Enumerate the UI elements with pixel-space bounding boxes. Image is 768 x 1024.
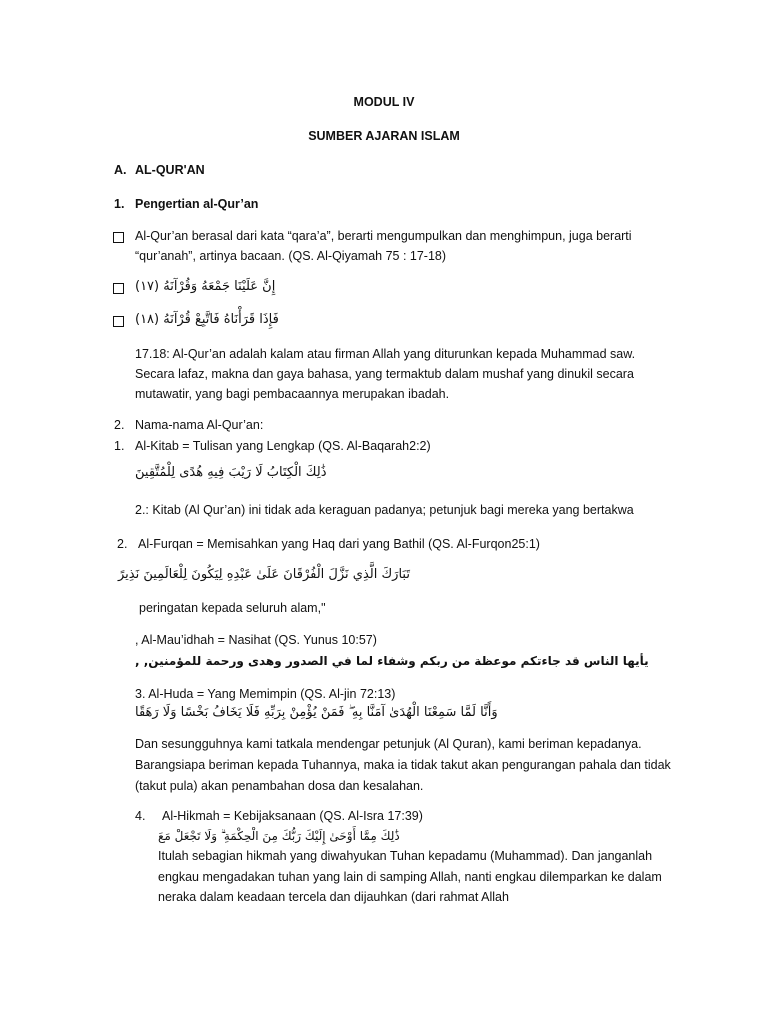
para1-line2: “qur’anah”, artinya bacaan. (QS. Al-Qiyamah 75 : 17-18) <box>135 249 447 263</box>
para2-line3: mutawatir, yang bagi pembacaannya merupakan ibadah. <box>135 387 450 401</box>
arabic-verse-hikmah: ذَٰلِكَ مِمَّا أَوْحَىٰ إِلَيْكَ رَبُّكَ مِنَ الْحِكْمَةِ ۗ وَلَا تَجْعَلْ مَعَ <box>158 829 400 843</box>
para2-line1: 17.18: Al-Qur’an adalah kalam atau firman Allah yang diturunkan kepada Muhammad saw. <box>135 347 636 361</box>
para4-line1: Itulah sebagian hikmah yang diwahyukan Tuhan kepadamu (Muhammad). Dan janganlah <box>158 849 653 863</box>
item2-label: Al-Furqan = Memisahkan yang Haq dari yang Bathil (QS. Al-Furqon25:1) <box>138 537 540 551</box>
checkbox-bullet-icon <box>113 283 124 294</box>
para2-line2: Secara lafaz, makna dan gaya bahasa, yang termaktub dalam mushaf yang dinukil secara <box>135 367 634 381</box>
doc-title: MODUL IV <box>353 95 415 109</box>
huda-label: 3. Al-Huda = Yang Memimpin (QS. Al-jin 72:13) <box>135 687 396 701</box>
item1-label: Al-Kitab = Tulisan yang Lengkap (QS. Al-Baqarah2:2) <box>135 439 431 453</box>
sub2-label: Nama-nama Al-Qur’an: <box>135 418 264 432</box>
para3-line1: Dan sesungguhnya kami tatkala mendengar petunjuk (Al Quran), kami beriman kepadanya. <box>135 737 642 751</box>
sub1-label: Pengertian al-Qur’an <box>135 197 259 211</box>
item4-marker: 4. <box>135 809 146 823</box>
doc-subtitle: SUMBER AJARAN ISLAM <box>308 129 460 143</box>
arabic-verse-furqan: تَبَارَكَ الَّذِي نَزَّلَ الْفُرْقَانَ عَلَىٰ عَبْدِهِ لِيَكُونَ لِلْعَالَمِينَ نَذِيرً <box>118 567 410 582</box>
para4-line3: neraka dalam keadaan tercela dan dijauhkan (dari rahmat Allah <box>158 890 509 904</box>
item4-label: Al-Hikmah = Kebijaksanaan (QS. Al-Isra 17:39) <box>162 809 423 823</box>
section-a-marker: A. <box>114 163 127 177</box>
section-a-label: AL-QUR'AN <box>135 163 205 177</box>
item2-marker: 2. <box>117 537 128 551</box>
mauidhah-label: , Al-Mau’idhah = Nasihat (QS. Yunus 10:57) <box>135 633 377 647</box>
arabic-verse-huda: وَأَنَّا لَمَّا سَمِعْنَا الْهُدَىٰ آمَنَّا بِهِ ۖ فَمَنْ يُؤْمِنْ بِرَبِّهِ فَلَا يَخَافُ بَخْسًا وَلَا رَهَقًا <box>135 705 498 720</box>
para3-line2: Barangsiapa beriman kepada Tuhannya, maka ia tidak takut akan pengurangan pahala dan tidak <box>135 758 671 772</box>
para3-line3: (takut pula) akan penambahan dosa dan kesalahan. <box>135 779 424 793</box>
furqan-meaning: peringatan kepada seluruh alam," <box>139 601 326 615</box>
para1-line1: Al-Qur’an berasal dari kata “qara’a”, berarti mengumpulkan dan menghimpun, juga berarti <box>135 229 632 243</box>
item1-marker: 1. <box>114 439 125 453</box>
para4-line2: engkau mengadakan tuhan yang lain di samping Allah, nanti engkau dilemparkan ke dalam <box>158 870 662 884</box>
checkbox-bullet-icon <box>113 316 124 327</box>
arabic-verse-mauidhah: يأيها الناس قد جاءتكم موعظة من ربكم وشفاء لما في الصدور وهدى ورحمة للمؤمنين, , <box>135 654 649 668</box>
kitab-meaning: 2.: Kitab (Al Qur’an) ini tidak ada keraguan padanya; petunjuk bagi mereka yang bertakwa <box>135 503 634 517</box>
sub2-marker: 2. <box>114 418 125 432</box>
arabic-verse-kitab: ذَٰلِكَ الْكِتَابُ لَا رَيْبَ فِيهِ هُدًى لِلْمُتَّقِينَ <box>135 465 327 480</box>
verse-18-arabic: فَإِذَا قَرَأْنَاهُ فَاتَّبِعْ قُرْآنَهُ (١٨) <box>135 312 279 327</box>
verse-17-arabic: إِنَّ عَلَيْنَا جَمْعَهُ وَقُرْآنَهُ (١٧) <box>135 279 276 294</box>
sub1-marker: 1. <box>114 197 125 211</box>
checkbox-bullet-icon <box>113 232 124 243</box>
